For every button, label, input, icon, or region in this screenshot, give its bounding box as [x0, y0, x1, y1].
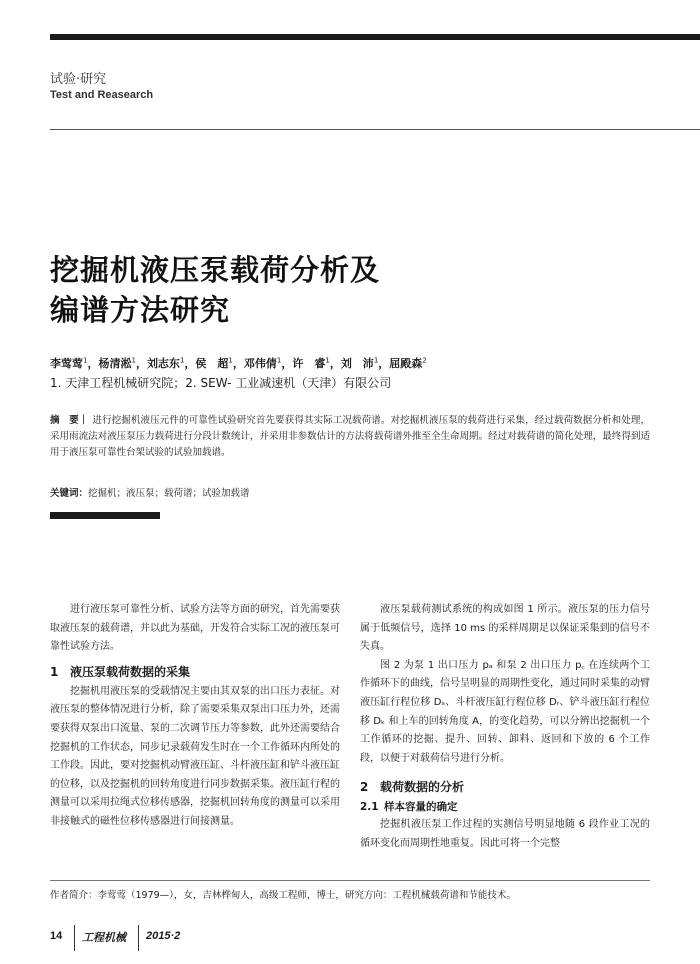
author-affiliation-marker: 1 — [228, 356, 233, 365]
title-line-2: 编谱方法研究 — [50, 293, 231, 327]
top-rule — [50, 34, 700, 40]
author-affiliation-marker: 1 — [373, 356, 379, 365]
section-2-1-paragraph: 挖掘机液压泵工作过程的实测信号明显地随 6 段作业工况的循环变化而周期性地重复。因此可将一个完整 — [360, 819, 650, 849]
section-2-heading — [360, 778, 650, 796]
section-1-paragraph: 挖掘机用液压泵的受载情况主要由其双泵的出口压力表征。对液压泵的整体情况进行分析，除了需要采集双泵出口压力外，还需要获得双泵出口流量、泵的二次调节压力等参数，此外还需要结合挖掘机的工作状态，同步记录载荷发生时在一个工作循环内所处的工作段。因此，要对挖掘机动臂液压缸、斗杆液压缸和铲斗液压缸的位移，以及挖掘机的回转角度进行同步数据采集。液压缸行程的测量可以采用拉绳式位移传感器，挖掘机回转角度的测量可以采用非接触式的磁性位移传感器进行间接测量。 — [50, 685, 340, 827]
right-paragraph-2: 图 2 为泵 1 出口压力 pₐ 和泵 2 出口压力 p꜀ 在连续两个工作循环下的曲线，信号呈明显的周期性变化，通过同时采集的动臂液压缸行程位移 Dₛ、斗杆液压缸行程位移 Dᵣ、铲斗液压缸行程位移 Dₖ 和上车的回转角度 A，的变化趋势，可以分辨出挖掘机一个工作循环的挖掘、提升、回转、卸料、返回和下放的 6 个工作段，以便于对载荷信号进行分析。 — [360, 659, 650, 764]
section-label: 试验·研究 — [50, 72, 107, 87]
author-name: 侯 超 — [195, 357, 229, 370]
author-affiliation-marker: 1 — [179, 356, 185, 365]
section-2-1-heading — [360, 798, 650, 816]
section-2-1-title: 样本容量的确定 — [384, 801, 458, 814]
author-bio-footnote: 作者简介：李莺莺（1979—），女，吉林桦甸人，高级工程师，博士，研究方向：工程机械载荷谱和节能技术。 — [50, 890, 516, 901]
abstract-label: 摘 要｜ — [50, 415, 89, 426]
title-line-1: 挖掘机液压泵载荷分析及 — [50, 253, 381, 287]
author-name: 杨清淞 — [98, 357, 132, 370]
journal-name: 工程机械 — [82, 931, 126, 944]
section-2-number: 2 — [360, 780, 369, 795]
article-title — [50, 250, 380, 330]
affiliations: 1. 天津工程机械研究院；2. SEW- 工业减速机（天津）有限公司 — [50, 376, 392, 390]
author-list: 李莺莺$^1$，杨清淞$^1$，刘志东$^1$，侯 超$^1$，邓伟倩$^1$，许 睿$^1$，刘 沛$^1$，屈殿森$^2$ — [50, 356, 427, 370]
section-2-1-number: 2.1 — [360, 801, 379, 814]
author-affiliation-marker: 1 — [276, 356, 282, 365]
right-column — [360, 601, 650, 854]
author-affiliation-marker: 1 — [131, 356, 136, 365]
author-name: 邓伟倩 — [243, 357, 277, 370]
author-name: 刘 沛 — [340, 357, 374, 370]
section-1-heading — [50, 663, 340, 681]
keywords-label: 关键词： — [50, 488, 89, 499]
abstract-text: 进行挖掘机液压元件的可靠性试验研究首先要获得其实际工况载荷谱。对挖掘机液压泵的载荷进行采集，经过载荷数据分析和处理，采用雨流法对液压泵压力载荷进行分段计数统计，并采用非参数估计的方法将载荷谱外推至全生命周期。经过对载荷谱的简化处理，最终得到适用于液压泵可靠性台架试验的试验加载谱。 — [50, 415, 650, 458]
section-1-number: 1 — [50, 664, 59, 679]
footer-separator — [74, 925, 75, 951]
author-affiliation-marker: 1 — [325, 356, 330, 365]
section-2-title: 载荷数据的分析 — [380, 780, 465, 795]
intro-paragraph: 进行液压泵可靠性分析、试验方法等方面的研究，首先需要获取液压泵的载荷谱，并以此为基础，开发符合实际工况的液压泵可靠性试验方法。 — [50, 604, 340, 653]
left-column — [50, 601, 340, 832]
author-name: 屈殿森 — [389, 357, 423, 370]
right-paragraph-1: 液压泵载荷测试系统的构成如图 1 所示。液压泵的压力信号属于低频信号，选择 10 ms 的采样周期足以保证采集到的信号不失真。 — [360, 604, 650, 653]
author-affiliation-marker: 2 — [422, 356, 427, 365]
keywords — [50, 485, 250, 499]
author-name: 李莺莺 — [50, 357, 83, 370]
abstract — [50, 413, 650, 461]
author-affiliation-marker: 1 — [83, 356, 88, 365]
page-number: 14 — [50, 930, 63, 942]
keywords-text: 挖掘机；液压泵；载荷谱；试验加载谱 — [88, 488, 250, 499]
footer-separator — [138, 925, 139, 951]
header-divider — [50, 129, 700, 130]
author-name: 许 睿 — [292, 357, 326, 370]
author-name: 刘志东 — [146, 357, 180, 370]
issue-number: 2015·2 — [146, 930, 181, 942]
section-1-title: 液压泵载荷数据的采集 — [70, 664, 191, 679]
footnote-divider — [50, 880, 650, 881]
section-label-en: Test and Reasearch — [50, 89, 154, 101]
section-marker-bar — [50, 512, 160, 519]
